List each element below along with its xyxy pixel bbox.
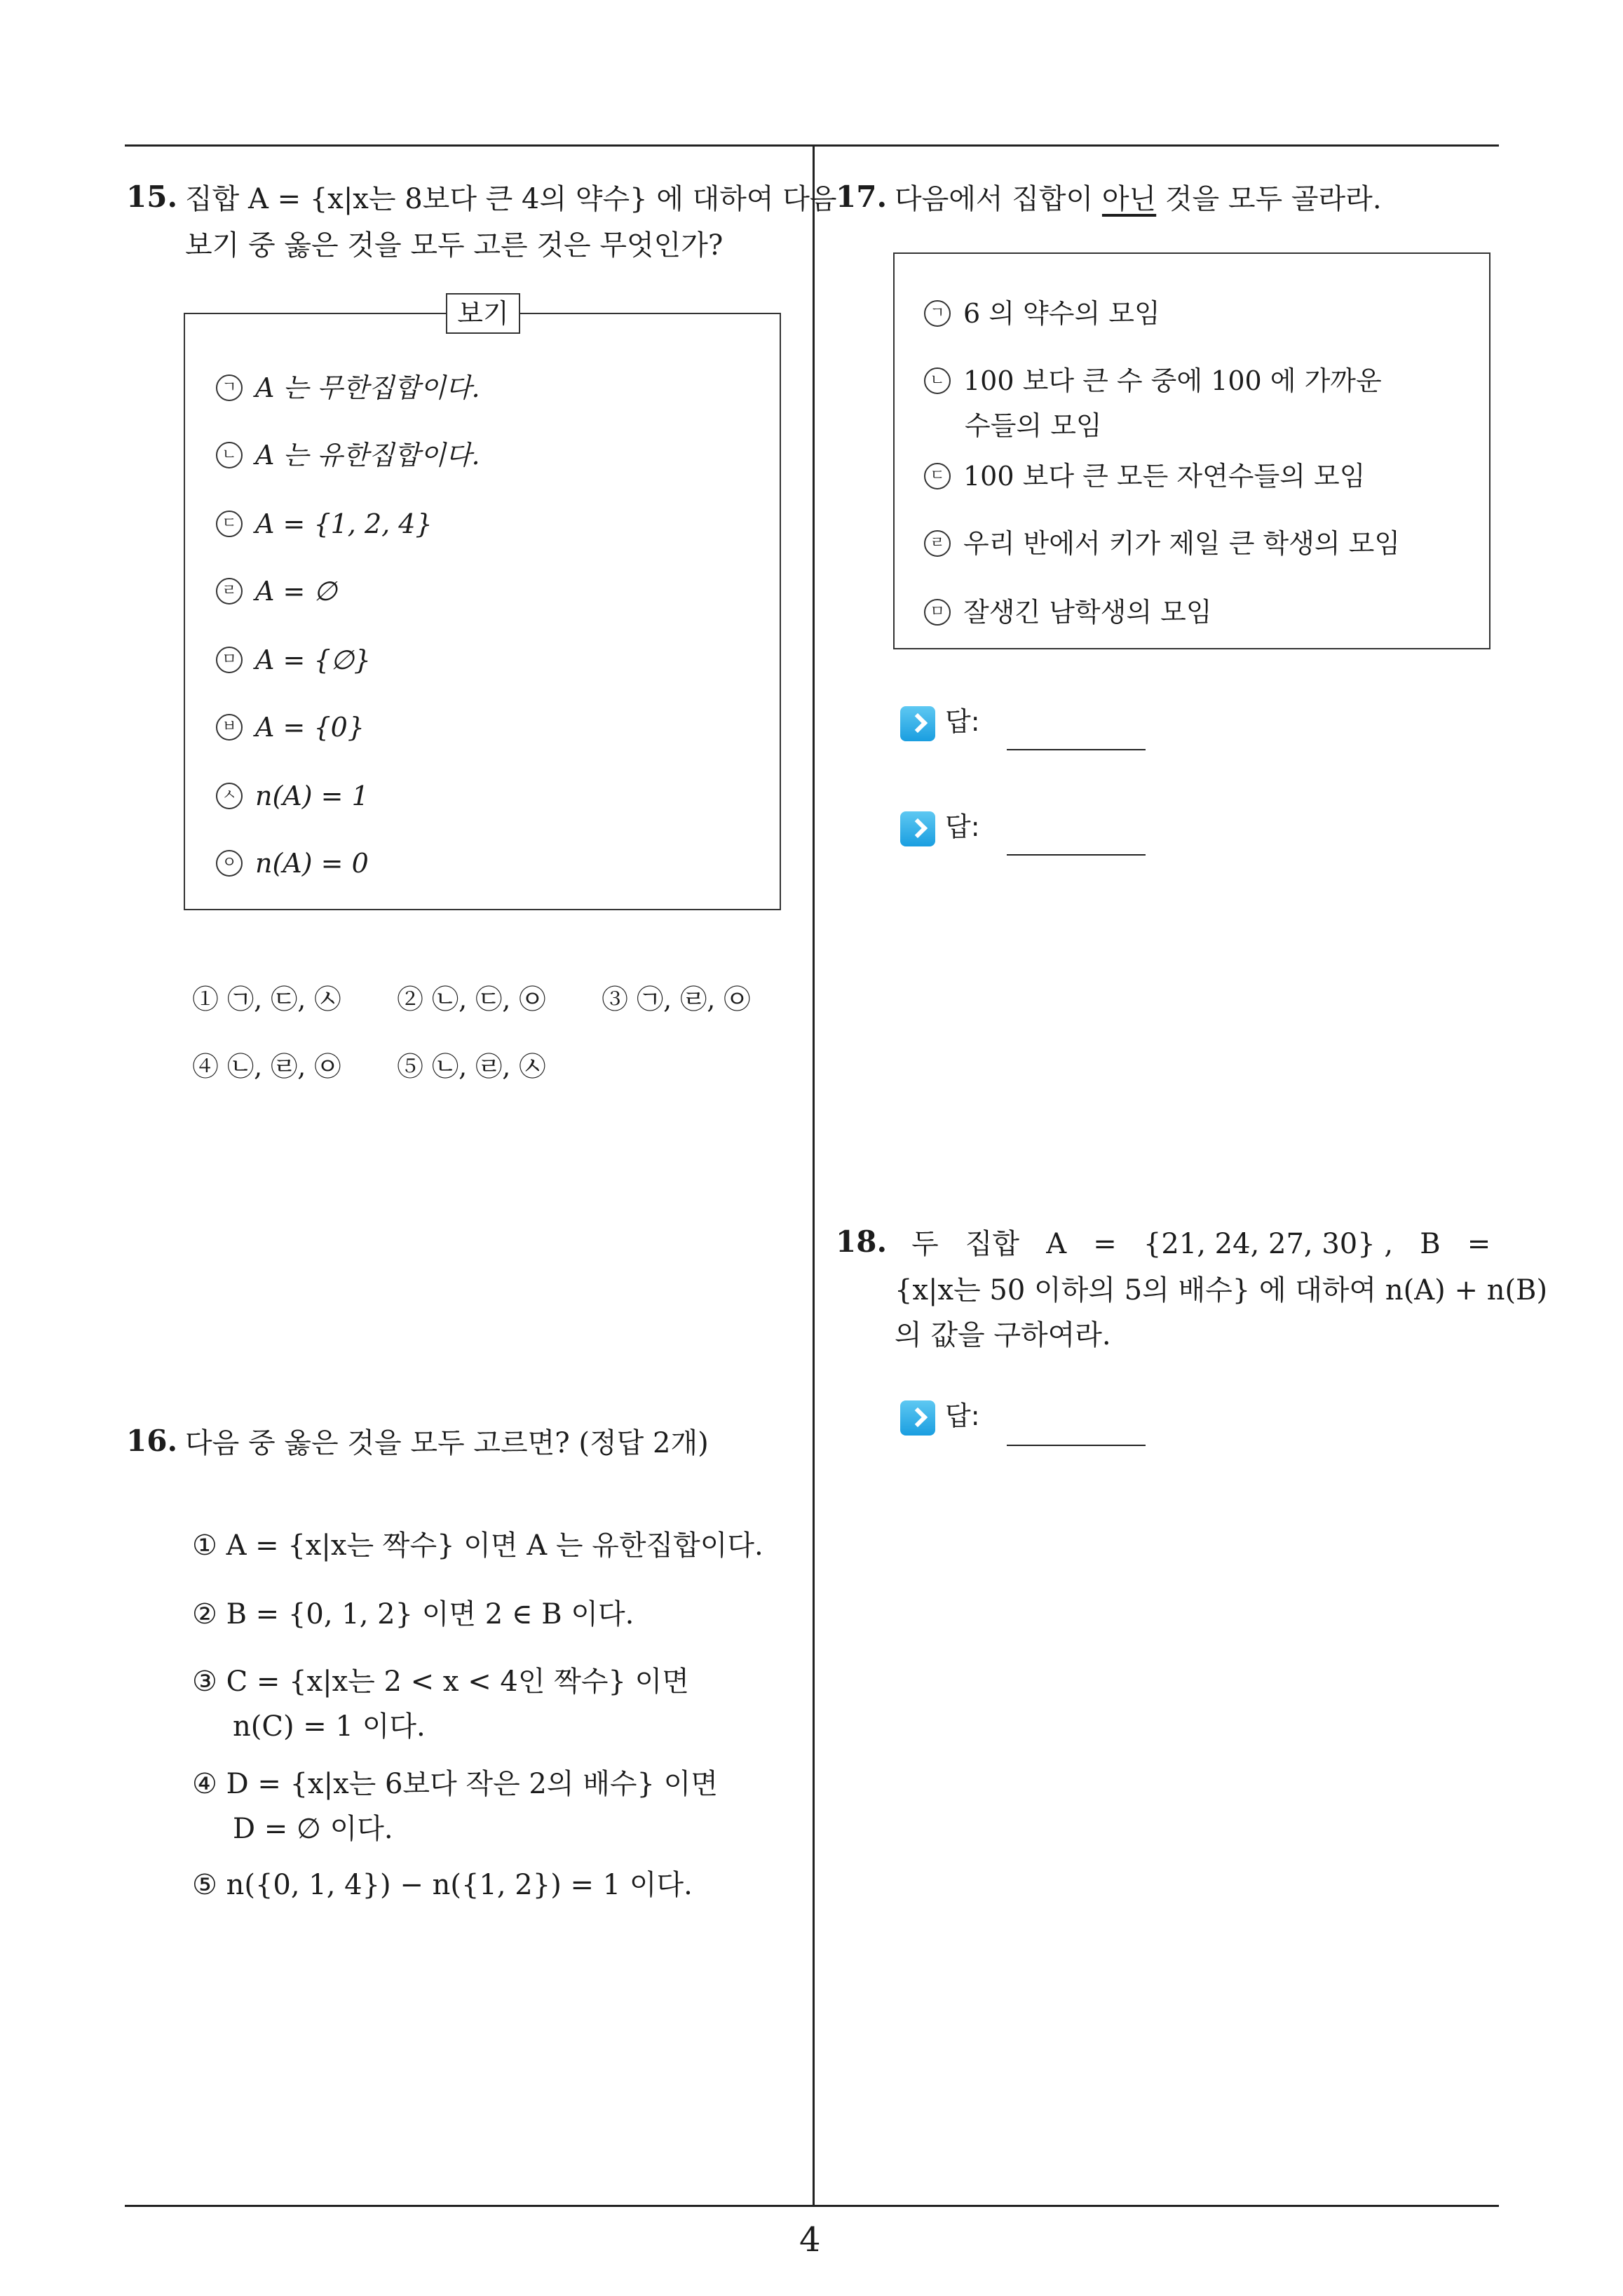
q17-item-text: 100 보다 큰 수 중에 100 에 가까운	[963, 365, 1382, 396]
q16-option-2[interactable]: ② B = {0, 1, 2} 이면 2 ∈ B 이다.	[192, 1598, 634, 1630]
q17-number: 17.	[836, 180, 888, 214]
q15-item-mark: ㄴ	[216, 442, 243, 468]
answer-label: 답:	[945, 1400, 980, 1431]
q16-option-4-cont: D = ∅ 이다.	[233, 1813, 393, 1845]
q15-item-mark: ㅂ	[216, 714, 243, 741]
q15-item-text: A = {1, 2, 4}	[255, 508, 433, 539]
bottom-rule	[125, 2205, 1499, 2207]
q16-option-5[interactable]: ⑤ n({0, 1, 4}) − n({1, 2}) = 1 이다.	[192, 1869, 693, 1901]
page-number: 4	[799, 2220, 821, 2260]
q18-number: 18.	[836, 1224, 888, 1259]
q16-option-3-cont: n(C) = 1 이다.	[233, 1710, 426, 1743]
q15-example-label: 보기	[446, 293, 520, 334]
answer-arrow-icon	[900, 811, 935, 846]
q17-item-mark: ㄷ	[924, 463, 951, 489]
q15-choice-3[interactable]: ③ ㉠, ㉣, ㉧	[602, 984, 751, 1015]
q18-prompt-line3: 의 값을 구하여라.	[895, 1319, 1111, 1351]
q18-prompt-line2: {x|x는 50 이하의 5의 배수} 에 대하여 n(A) + n(B)	[895, 1274, 1548, 1306]
q18-answer	[900, 1398, 980, 1436]
q15-item-mark: ㄱ	[216, 374, 243, 401]
q15-item-text: A = {0}	[255, 712, 365, 743]
q17-item	[924, 296, 1160, 331]
q15-item	[216, 846, 369, 881]
q15-item-text: n(A) = 0	[255, 848, 369, 879]
q17-item	[924, 526, 1400, 561]
answer-arrow-icon	[900, 1400, 935, 1436]
q17-item-text: 100 보다 큰 모든 자연수들의 모임	[963, 461, 1366, 492]
q17-prompt	[895, 177, 1382, 222]
q17-answer-2	[900, 809, 980, 846]
q15-item-mark: ㅇ	[216, 850, 243, 877]
q17-item-mark: ㄴ	[924, 367, 951, 394]
q15-item-text: A = ∅	[255, 576, 337, 607]
q15-item-text: A 는 무한집합이다.	[255, 372, 480, 403]
q15-item-mark: ㅅ	[216, 783, 243, 809]
q17-answer-1-blank[interactable]	[1007, 749, 1146, 750]
q17-item	[924, 595, 1212, 630]
answer-label: 답:	[945, 706, 980, 737]
q17-item	[924, 459, 1365, 494]
q15-choice-4[interactable]: ④ ㉡, ㉣, ㉧	[192, 1051, 341, 1082]
answer-arrow-icon	[900, 706, 935, 741]
q15-prompt-line1: 집합 A = {x|x는 8보다 큰 4의 약수} 에 대하여 다음	[185, 183, 837, 215]
q15-item-mark: ㄹ	[216, 578, 243, 605]
q17-item-cont: 수들의 모임	[965, 410, 1102, 441]
q17-item-mark: ㅁ	[924, 599, 951, 626]
q15-item	[216, 574, 337, 609]
q16-option-1[interactable]: ① A = {x|x는 짝수} 이면 A 는 유한집합이다.	[192, 1529, 763, 1562]
q17-item-text: 우리 반에서 키가 제일 큰 학생의 모임	[963, 528, 1401, 559]
top-rule	[125, 144, 1499, 147]
q15-item	[216, 778, 369, 813]
q17-item	[924, 363, 1382, 398]
q17-prompt-emphasis: 아닌	[1101, 183, 1157, 215]
q15-choice-1[interactable]: ① ㉠, ㉢, ㉦	[192, 984, 341, 1015]
q17-item-mark: ㄱ	[924, 300, 951, 327]
q16-option-3[interactable]: ③ C = {x|x는 2 < x < 4인 짝수} 이면	[192, 1666, 689, 1698]
q15-item	[216, 370, 480, 405]
q15-choice-2[interactable]: ② ㉡, ㉢, ㉧	[397, 984, 546, 1015]
q17-item-text: 잘생긴 남학생의 모임	[963, 597, 1212, 628]
q17-prompt-before: 다음에서 집합이	[895, 183, 1102, 215]
q17-item-text: 6 의 약수의 모임	[963, 298, 1160, 329]
q15-choice-5[interactable]: ⑤ ㉡, ㉣, ㉦	[397, 1051, 546, 1082]
q15-item	[216, 438, 480, 473]
q15-item-mark: ㄷ	[216, 511, 243, 537]
q17-answer-2-blank[interactable]	[1007, 854, 1146, 856]
q15-item-text: n(A) = 1	[255, 781, 369, 811]
q18-prompt-line1: 두 집합 A = {21, 24, 27, 30} , B =	[911, 1228, 1491, 1260]
q15-item-text: A 는 유한집합이다.	[255, 440, 480, 471]
q15-number: 15.	[126, 180, 178, 214]
answer-label: 답:	[945, 811, 980, 842]
column-divider	[813, 144, 815, 2206]
q16-option-4[interactable]: ④ D = {x|x는 6보다 작은 2의 배수} 이면	[192, 1768, 718, 1800]
q15-item	[216, 710, 365, 745]
q16-prompt: 다음 중 옳은 것을 모두 고르면? (정답 2개)	[185, 1427, 709, 1459]
q16-number: 16.	[126, 1424, 178, 1458]
q15-item	[216, 642, 371, 677]
q18-answer-blank[interactable]	[1007, 1445, 1146, 1446]
q15-item	[216, 506, 433, 541]
q15-item-mark: ㅁ	[216, 647, 243, 673]
q17-prompt-after: 것을 모두 골라라.	[1156, 183, 1382, 215]
q15-prompt-line2: 보기 중 옳은 것을 모두 고른 것은 무엇인가?	[185, 229, 724, 262]
q17-item-mark: ㄹ	[924, 530, 951, 557]
q15-item-text: A = {∅}	[255, 644, 371, 675]
q17-answer-1	[900, 704, 980, 741]
